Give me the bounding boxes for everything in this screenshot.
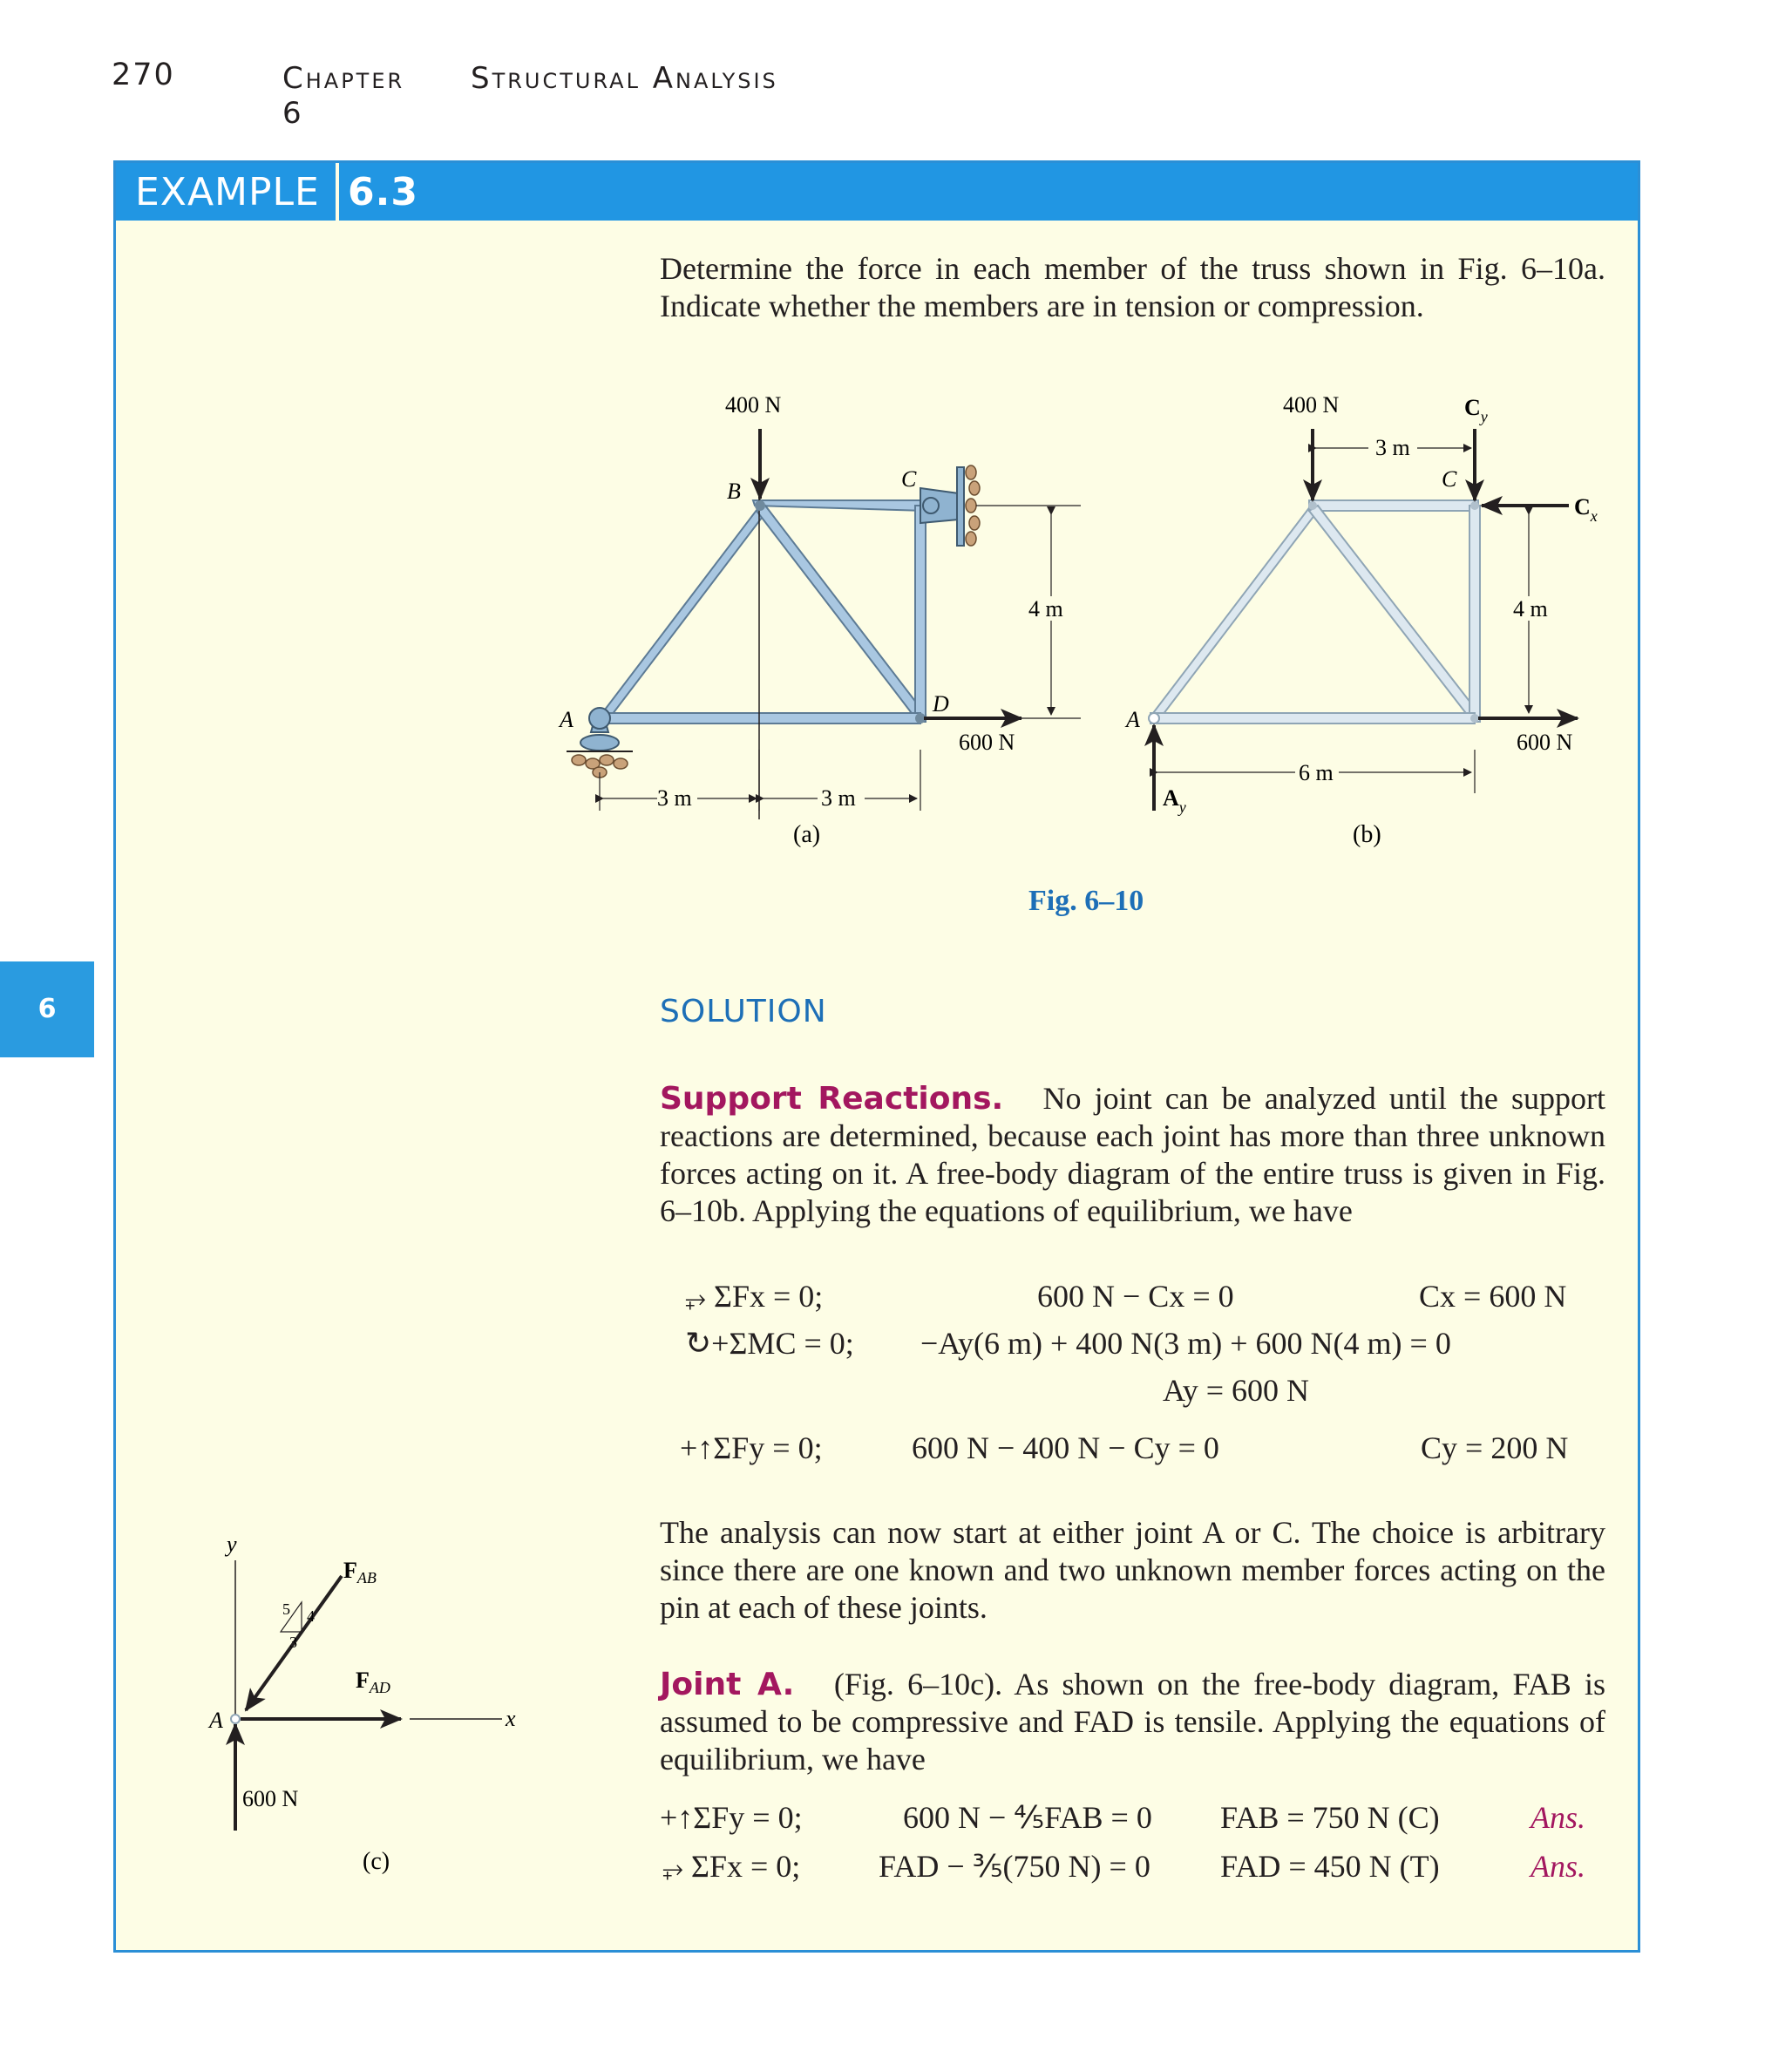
fig-a-node-b: B — [727, 479, 741, 504]
eq4-lhs: +↑ΣFy = 0; — [680, 1430, 823, 1465]
fig-c-axis-x: x — [506, 1706, 516, 1731]
fig-b-cx: $C_x$ — [1574, 494, 1598, 525]
eq2-mid: −Ay(6 m) + 400 N(3 m) + 600 N(4 m) = 0 — [920, 1326, 1451, 1361]
page-number: 270 — [112, 58, 175, 92]
analysis-paragraph: The analysis can now start at either joint A or C. The choice is arbitrary since there are one known and two unknown member forces acting on the pin at each of these joints. — [660, 1515, 1605, 1625]
chapter-label: Chapter 6 — [282, 61, 405, 131]
joint-a-text: (Fig. 6–10c). As shown on the free-body diagram, FAB is assumed to be compressive and FAD is tensile. Applying the equations of equilibrium, we have — [660, 1667, 1606, 1776]
fig-a-node-a: A — [560, 707, 574, 732]
fig-b-load-side: 600 N — [1517, 730, 1573, 755]
jointa-eq1-mid: 600 N − ⅘FAB = 0 — [903, 1800, 1152, 1835]
fig-b-dim-height: 4 m — [1513, 596, 1548, 622]
eq2-lhs: ↻+ΣMC = 0; — [685, 1326, 854, 1361]
figure-6-10b — [1116, 384, 1621, 872]
fig-a-load-side: 600 N — [959, 730, 1015, 755]
fig-b-cy: $C_y$ — [1464, 395, 1488, 425]
fig-c-fad: $F_{AD}$ — [356, 1668, 390, 1696]
jointa-eq2-lhs: ⥅ ΣFx = 0; — [662, 1849, 801, 1884]
fig-c-load: 600 N — [242, 1786, 299, 1811]
eq1-lhs: ⥅ ΣFx = 0; — [685, 1279, 824, 1314]
jointa-eq1-result: FAB = 750 N (C) — [1220, 1800, 1440, 1835]
eq4-result: Cy = 200 N — [1421, 1430, 1569, 1465]
fig-c-tri-base: 3 — [289, 1634, 297, 1651]
support-reactions-head: Support Reactions. — [660, 1081, 1004, 1117]
fig-b-dim-width: 6 m — [1299, 760, 1334, 785]
jointa-eq2-mid: FAD − ⅗(750 N) = 0 — [879, 1849, 1150, 1884]
fig-a-node-c: C — [901, 466, 917, 492]
eq1-result: Cx = 600 N — [1419, 1279, 1567, 1314]
eq1-mid: 600 N − Cx = 0 — [1037, 1279, 1234, 1314]
joint-a-paragraph — [660, 1666, 1605, 1778]
fig-c-fab: $F_{AB}$ — [343, 1558, 377, 1586]
fig-b-node-c: C — [1442, 466, 1457, 492]
figure-caption: Fig. 6–10 — [1028, 885, 1144, 917]
chapter-title: Structural Analysis — [471, 61, 778, 96]
fig-c-sublabel: (c) — [363, 1848, 390, 1875]
fig-c-axis-y: y — [227, 1532, 237, 1557]
fig-b-sublabel: (b) — [1353, 821, 1381, 848]
fig-b-ay: $A_y$ — [1163, 785, 1186, 816]
fig-c-node-a: A — [209, 1708, 223, 1733]
jointa-eq2-result: FAD = 450 N (T) — [1220, 1849, 1440, 1884]
jointa-eq2-ans: Ans. — [1530, 1849, 1585, 1884]
example-label: EXAMPLE — [135, 170, 320, 214]
fig-a-node-d: D — [933, 691, 949, 717]
fig-b-dim-top: 3 m — [1375, 435, 1410, 460]
fig-b-node-a: A — [1126, 707, 1140, 732]
chapter-side-tab: 6 — [0, 961, 94, 1057]
support-reactions-text: No joint can be analyzed until the support reactions are determined, because each joint has more than three unknown forces acting on it. A free-body diagram of the entire truss is given in Fig. 6–10b. Applying the equations of equilibrium, we have — [660, 1081, 1606, 1228]
example-header — [116, 163, 1638, 221]
fig-a-load-top: 400 N — [725, 392, 782, 418]
support-reactions-paragraph — [660, 1080, 1605, 1230]
figure-6-10c — [200, 1525, 549, 1900]
eq3-result: Ay = 600 N — [1163, 1373, 1309, 1408]
fig-a-dim-right: 3 m — [821, 785, 856, 811]
eq4-mid: 600 N − 400 N − Cy = 0 — [912, 1430, 1219, 1465]
solution-heading: SOLUTION — [660, 994, 827, 1029]
jointa-eq1-ans: Ans. — [1530, 1800, 1585, 1835]
fig-b-load-top: 400 N — [1283, 392, 1340, 418]
figure-6-10a — [540, 384, 1098, 872]
example-number: 6.3 — [348, 170, 418, 214]
example-divider — [336, 163, 339, 221]
jointa-eq1-lhs: +↑ΣFy = 0; — [660, 1800, 803, 1835]
fig-a-sublabel: (a) — [793, 821, 821, 848]
fig-a-dim-left: 3 m — [657, 785, 692, 811]
joint-a-head: Joint A. — [660, 1667, 795, 1702]
problem-statement: Determine the force in each member of the truss shown in Fig. 6–10a. Indicate whether the members are in tension or compression. — [660, 251, 1605, 323]
fig-c-tri-hyp: 5 — [282, 1600, 290, 1618]
fig-a-dim-height: 4 m — [1028, 596, 1063, 622]
fig-c-tri-vert: 4 — [307, 1607, 315, 1625]
